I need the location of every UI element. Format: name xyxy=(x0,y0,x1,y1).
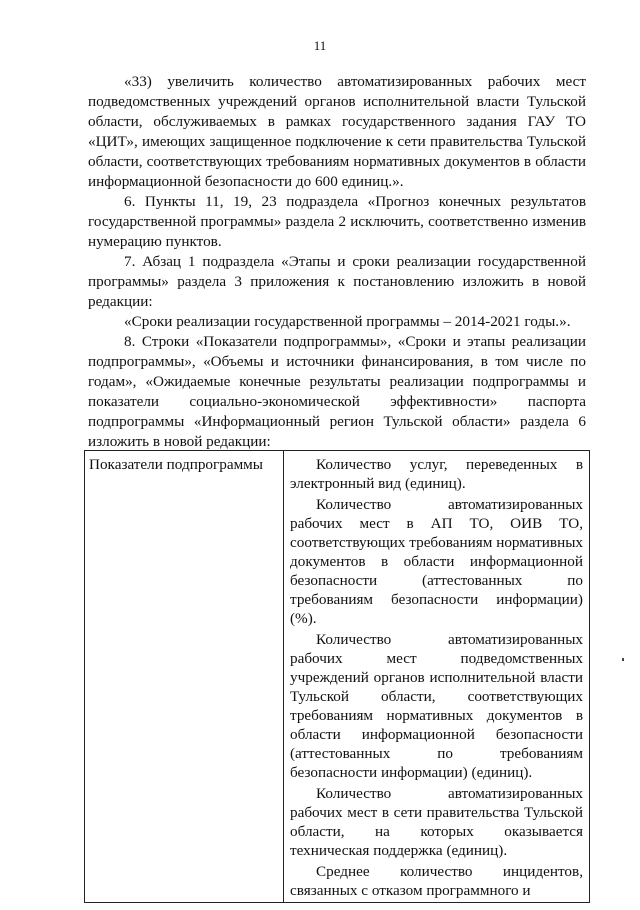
scan-speck xyxy=(622,658,624,661)
indicators-table-wrap xyxy=(84,450,590,910)
table-indicator-item: Количество услуг, переведенных в электронный вид (единиц). xyxy=(290,456,583,492)
table-row-values xyxy=(284,451,590,903)
table-row-label: Показатели подпрограммы xyxy=(85,451,284,903)
table-indicator-item: Количество автоматизированных рабочих мест подведомственных учреждений органов исполнительной власти Тульской области, соответствующих требованиям нормативных документов в области информационной безопасности (аттестованных по требованиям безопасности информации) (единиц). xyxy=(290,631,583,781)
page-number: 11 xyxy=(313,38,327,53)
indicators-table xyxy=(84,450,590,903)
table-indicator-item: Количество автоматизированных рабочих мест в АП ТО, ОИВ ТО, соответствующих требованиям нормативных документов в области информационной безопасности (аттестованных по требованиям безопасности информации) (%). xyxy=(290,496,583,627)
table-row xyxy=(85,451,590,903)
paragraph-item-33: «33) увеличить количество автоматизированных рабочих мест подведомственных учреждений органов исполнительной власти Тульской области, обслуживаемых в рамках государственного задания ГАУ ТО «ЦИТ», имеющих защищенное подключение к сети правительства Тульской области, соответствующих требованиям нормативных документов в области информационной безопасности до 600 единиц.». xyxy=(88,73,586,190)
body-text xyxy=(88,72,586,452)
paragraph-8: 8. Строки «Показатели подпрограммы», «Сроки и этапы реализации подпрограммы», «Объемы и источники финансирования, в том числе по годам», «Ожидаемые конечные результаты реализации подпрограммы и показатели социально-экономической эффективности» паспорта подпрограммы «Информационный регион Тульской области» раздела 6 изложить в новой редакции: xyxy=(88,333,586,450)
paragraph-6: 6. Пункты 11, 19, 23 подраздела «Прогноз конечных результатов государственной программы» раздела 2 исключить, соответственно изменив нумерацию пунктов. xyxy=(88,193,586,250)
paragraph-quote-dates: «Сроки реализации государственной программы – 2014-2021 годы.». xyxy=(124,313,571,330)
table-indicator-item: Среднее количество инцидентов, связанных с отказом программного и xyxy=(290,863,583,899)
table-indicator-item: Количество автоматизированных рабочих мест в сети правительства Тульской области, на которых оказывается техническая поддержка (единиц). xyxy=(290,785,583,859)
paragraph-7: 7. Абзац 1 подраздела «Этапы и сроки реализации государственной программы» раздела 3 приложения к постановлению изложить в новой редакции: xyxy=(88,253,586,310)
